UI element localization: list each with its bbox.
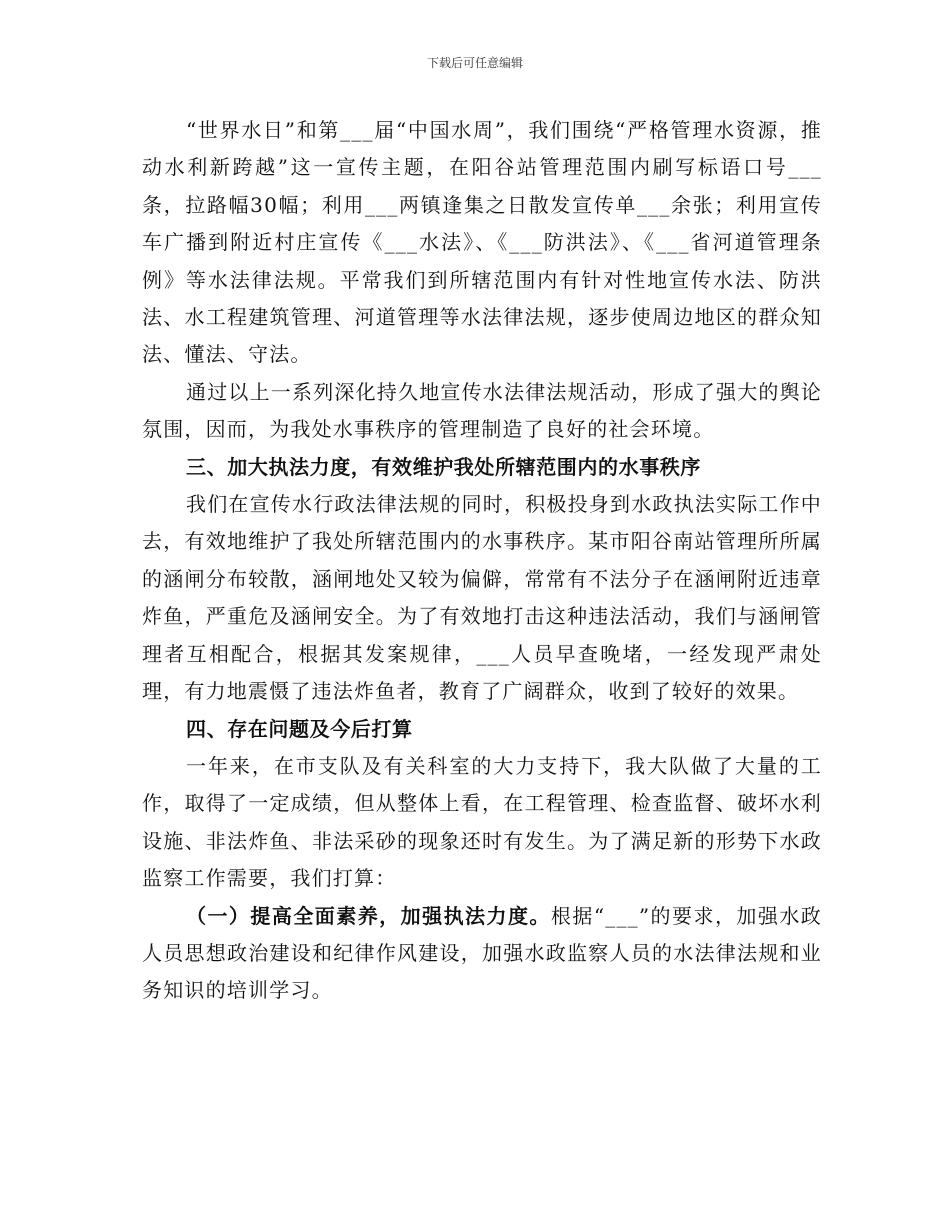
section-heading-3: 三、加大执法力度，有效维护我处所辖范围内的水事秩序 (186, 454, 701, 479)
plan-item-1-lead: （一）提高全面素养，加强执法力度。 (186, 903, 551, 928)
section-heading-4: 四、存在问题及今后打算 (186, 716, 413, 741)
paragraph-publicity-summary: 通过以上一系列深化持久地宣传水法律法规活动，形成了强大的舆论氛围，因而，为我处水事秩序的管理制造了良好的社会环境。 (142, 379, 822, 442)
paragraph-law-enforcement: 我们在宣传水行政法律法规的同时，积极投身到水政执法实际工作中去，有效地维护了我处所辖范围内的水事秩序。某市阳谷南站管理所所属的涵闸分布较散，涵闸地处又较为偏僻，常常有不法分子在涵闸附近违章炸鱼，严重危及涵闸安全。为了有效地打击这种违法活动，我们与涵闸管理者互相配合，根据其发案规律，___人员早查晚堵，一经发现严肃处理，有力地震慑了违法炸鱼者，教育了广阔群众，收到了较好的效果。 (142, 492, 822, 704)
page-header-note: 下载后可任意编辑 (426, 56, 523, 70)
paragraph-problems-and-plans: 一年来，在市支队及有关科室的大力支持下，我大队做了大量的工作，取得了一定成绩，但从整体上看，在工程管理、检查监督、破坏水利设施、非法炸鱼、非法采砂的现象还时有发生。为了满足新的形势下水政监察工作需要，我们打算： (142, 753, 822, 891)
plan-item-1-text: 根据“___”的要求，加强水政人员思想政治建设和纪律作风建设，加强水政监察人员的水法律法规和业务知识的培训学习。 (142, 903, 822, 1003)
paragraph-plan-item-1 (142, 898, 822, 1010)
document-body (142, 112, 822, 1010)
paragraph-publicity-activities: “世界水日”和第___届“中国水周”，我们围绕“严格管理水资源，推动水利新跨越”这一宣传主题，在阳谷站管理范围内刷写标语口号___条，拉路幅30幅；利用___两镇逢集之日散发宣传单___余张；利用宣传车广播到附近村庄宣传《___水法》、《___防洪法》、《___省河道管理条例》等水法律法规。平常我们到所辖范围内有针对性地宣传水法、防洪法、水工程建筑管理、河道管理等水法律法规，逐步使周边地区的群众知法、懂法、守法。 (142, 118, 822, 367)
